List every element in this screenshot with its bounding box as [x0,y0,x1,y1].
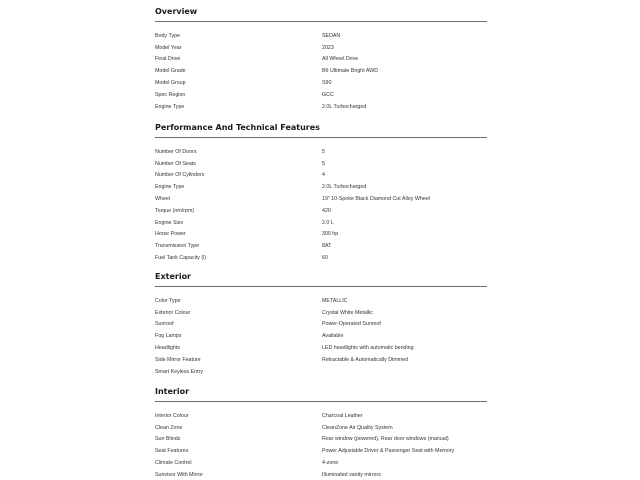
spec-row [155,445,487,457]
spec-row [155,89,487,101]
spec-row [155,240,487,252]
section-title: Interior [155,387,190,396]
section-title: Overview [155,7,198,16]
spec-row [155,217,487,229]
spec-value: 60 [322,255,328,262]
spec-value: METALLIC [322,297,348,304]
spec-value: 8AT [322,243,332,250]
spec-value: 4-zone [322,460,339,467]
spec-row [155,354,487,366]
section-title: Exterior [155,272,192,281]
spec-row [155,342,487,354]
spec-value: 300 hp [322,231,339,238]
spec-label: Clean Zone [155,424,183,431]
spec-row [155,319,487,331]
section-interior [155,386,487,480]
spec-row [155,170,487,182]
spec-value: GCC [322,91,334,98]
spec-table [155,30,487,113]
spec-label: Climate Control [155,460,192,467]
spec-label: Sunroof [155,321,174,328]
spec-row [155,422,487,434]
spec-table [155,146,487,264]
spec-label: Sun Blinds [155,436,181,443]
spec-row [155,410,487,422]
spec-row [155,295,487,307]
spec-value: Charcoal Leather [322,412,363,419]
section-title: Performance And Technical Features [155,123,320,132]
spec-row [155,146,487,158]
spec-value: Power Adjustable Driver & Passenger Seat with Memory [322,448,455,455]
section-overview [155,6,487,113]
spec-row [155,65,487,77]
spec-label: Number Of Doors [155,148,197,155]
spec-row [155,101,487,113]
spec-value: 420 [322,207,331,214]
spec-value: B6 Ultimate Bright AWD [322,68,379,75]
spec-label: Model Grade [155,68,186,75]
spec-row [155,30,487,42]
spec-label: Number Of Seats [155,160,196,167]
spec-label: Engine Type [155,184,185,191]
spec-row [155,252,487,264]
spec-value: 5 [322,148,325,155]
spec-table [155,295,487,378]
spec-row [155,307,487,319]
spec-row [155,54,487,66]
spec-value: 2.0 L [322,219,334,226]
spec-label: Fog Lamps [155,333,182,340]
spec-row [155,469,487,480]
spec-value: 5 [322,160,325,167]
spec-label: Side Mirror Feature [155,356,201,363]
spec-value: 2.0L Turbocharged [322,184,367,191]
spec-label: Torque (nm/rpm) [155,207,195,214]
spec-row [155,457,487,469]
spec-row [155,193,487,205]
section-divider [155,137,487,138]
spec-row [155,158,487,170]
spec-label: Body Type [155,32,180,39]
spec-value: Illuminated vanity mirrors [322,471,381,478]
spec-label: Model Group [155,80,186,87]
spec-value: SEDAN [322,32,341,39]
spec-value: 2023 [322,44,334,51]
spec-row [155,42,487,54]
spec-label: Engine Size [155,219,184,226]
spec-value: LED headlights with automatic bending [322,345,414,352]
spec-label: Engine Type [155,103,185,110]
section-exterior [155,271,487,378]
spec-label: Horse Power [155,231,186,238]
spec-label: Fuel Tank Capacity (l) [155,255,207,262]
spec-value: Crystal White Metallic [322,309,373,316]
section-divider [155,21,487,22]
spec-value: 4 [322,172,325,179]
spec-value: Power-Operated Sunroof [322,321,381,328]
spec-label: Model Year [155,44,182,51]
spec-label: Spec Region [155,91,186,98]
spec-label: Wheel [155,196,171,203]
spec-value: 2.0L Turbocharged [322,103,367,110]
spec-table [155,410,487,480]
spec-row [155,434,487,446]
spec-label: Color Type [155,297,181,304]
spec-row [155,77,487,89]
spec-row [155,366,487,378]
spec-row [155,229,487,241]
spec-label: Seat Features [155,448,189,455]
section-performance [155,122,487,264]
spec-label: Smart Keyless Entry [155,368,203,375]
spec-value: Available [322,333,344,340]
spec-label: Interior Colour [155,412,189,419]
spec-label: Final Drive [155,56,181,63]
spec-value: S90 [322,80,332,87]
section-divider [155,401,487,402]
spec-value: All Wheel Drive [322,56,359,63]
spec-label: Number Of Cylinders [155,172,205,179]
spec-row [155,205,487,217]
spec-label: Transmission Type [155,243,200,250]
spec-label: Sunvisor With Mirror [155,471,203,478]
spec-row [155,181,487,193]
section-divider [155,286,487,287]
spec-row [155,330,487,342]
spec-label: Headlights [155,345,181,352]
spec-value: CleanZone Air Quality System [322,424,393,431]
spec-value: Retractable & Automatically Dimmed [322,356,408,363]
spec-value: Rear window (powered), Rear door windows (manual) [322,436,449,443]
spec-label: Exterior Colour [155,309,191,316]
spec-value: 19" 10-Spoke Black Diamond Cut Alloy Wheel [322,196,430,203]
